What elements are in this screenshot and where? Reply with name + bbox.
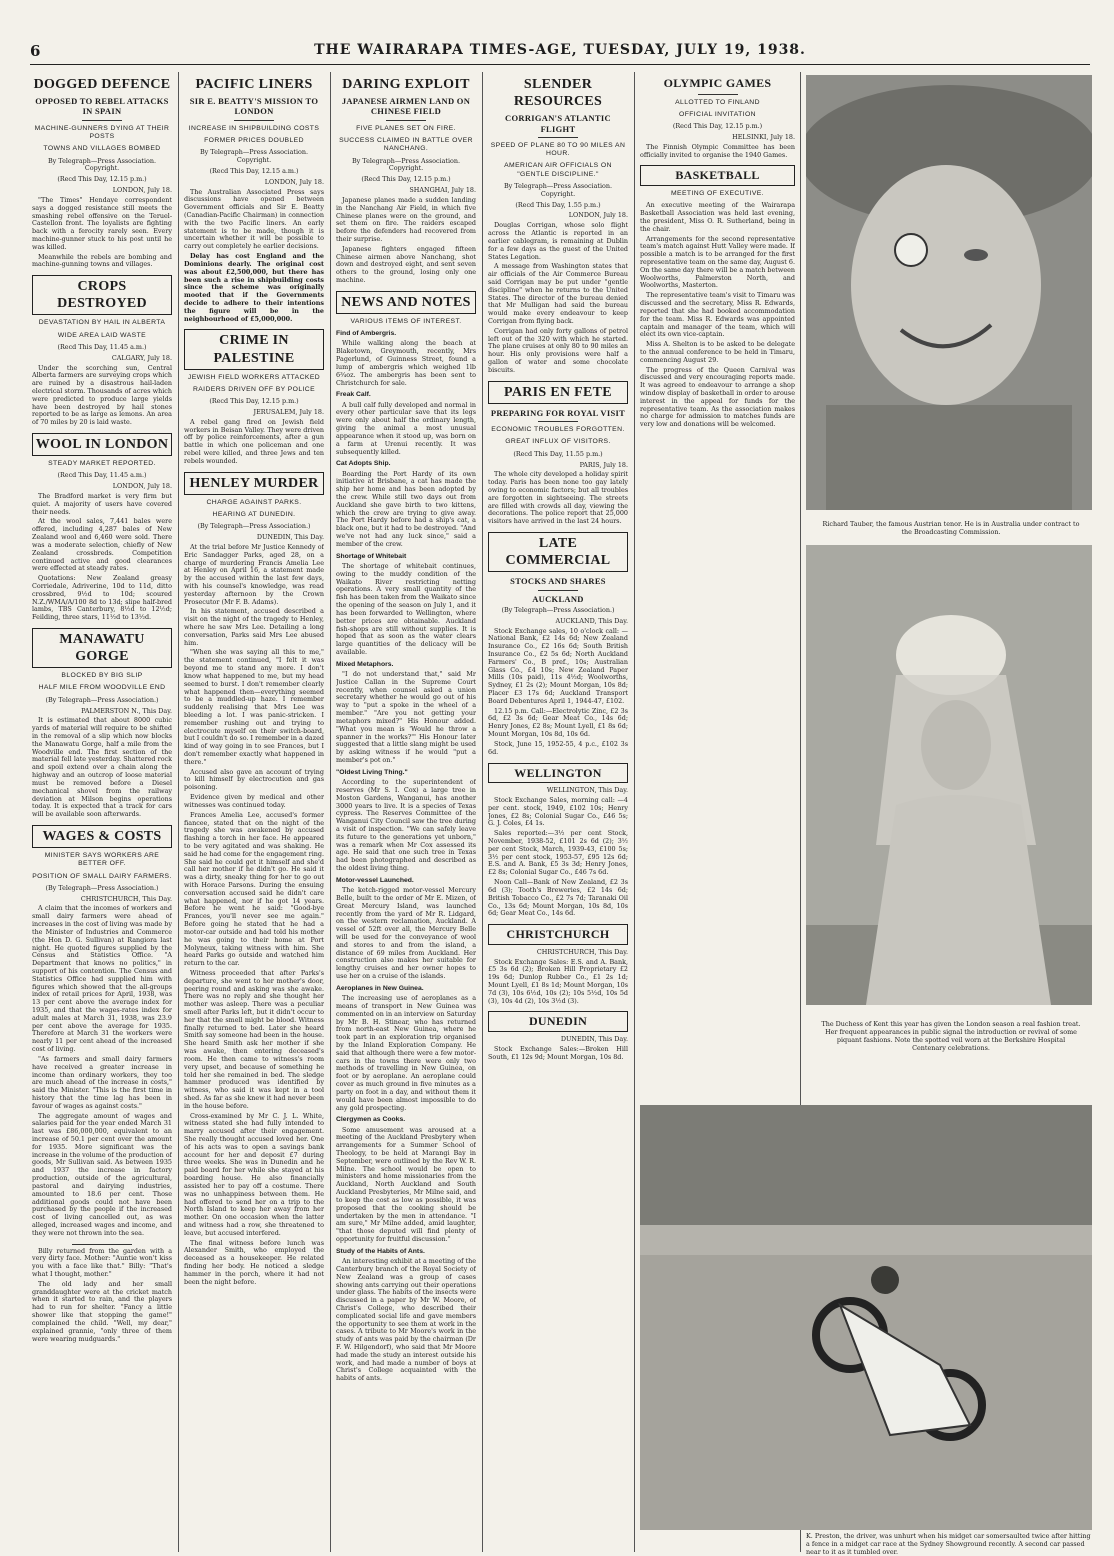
note-heading: Shortage of Whitebait	[336, 552, 407, 560]
paragraph: Douglas Corrigan, whose solo flight across the Atlantic is reported in an earlier cablegram, is remaining at Dublin for a few days as the guest of the United States Legation.	[488, 221, 628, 261]
paragraph: The representative team's visit to Timaru was discussed and the secretary, Miss R. Edwards, reported that she had booked accommodation for the team. Miss R. Edwards was appointed captain and manager of the team, which will elect its own vice-captain.	[640, 291, 795, 339]
paragraph: Corrigan had only forty gallons of petrol left out of the 320 with which he started. The plane cruises at only 80 to 90 miles an hour. His only provisions were half a gallon of water and some chocolate biscuits.	[488, 326, 628, 374]
paragraph: At the trial before Mr Justice Kennedy of Eric Sandagger Parks, aged 28, on a charge of murdering Francis Amelia Lee at Henley on April 16, a statement made by the accused within the last few days, with his counsel's knowledge, was read yesterday afternoon by the Crown Prosecutor (Mr F. B. Adams).	[184, 542, 324, 606]
paragraph: Japanese planes made a sudden landing in the Nanchang Air Field, in which five Chinese planes were on the ground, and set them on fire. The raiders escaped before the defenders had recovered from their surprise.	[336, 195, 476, 243]
paragraph: Quotations: New Zealand greasy Corriedale, Adriverine, 10d to 11d, ditto crossbred, 9½d to 10d; scoured N.Z./WMA/A/100 8d to 13d; slipe half-bred lambs, TBS Canterbury, 8½d to 12½d; Feilding, three stars, 11½d to 13½d.	[32, 574, 172, 622]
dateline: PALMERSTON N., This Day.	[81, 706, 172, 715]
paragraph: Sales reported:—3½ per cent Stock, November, 1938-52, £101 2s 6d (2); 3½ per cent Stock, March, 1939-43, £100 5s; 3½ per cent stock, 1953-57, £95 12s 6d; E.S. and A. Bank, £5 3s 3d; Henry Jones, £2 8s; Colonial Sugar Co., £46 7s 6d.	[488, 829, 628, 877]
paragraph: Delay has cost England and the Dominions dearly. The original cost was about £2,500,000, but there has been such a rise in shipbuilding costs since the scheme was originally mooted that if the Governments decide to adhere to their intentions the figure will be in the neighbourhood of £5,000,000.	[184, 252, 324, 323]
photo-richard-tauber	[806, 75, 1092, 510]
received-time: (Recd This Day, 11.45 a.m.)	[57, 471, 147, 480]
paragraph: It is estimated that about 8000 cubic yards of material will require to be shifted in the removal of a slip which now blocks the Manawatu Gorge, half a mile from the Woodville end. The first section of the material fell late yesterday. Shattered rock and spoil extend over a chain along the highway and an outcrop of loose material must be removed before a Diesel mechanical shovel from the railway deviation at Milson begins operations today. It is expected that a track for cars will be available soon afterwards.	[32, 716, 172, 819]
note-paragraph: The ketch-rigged motor-vessel Mercury Belle, built to the order of Mr E. Mizen, of Great Mercury Island, was launched recently from the yard of Mr R. Lidgard, on the western reclamation, Auckland. A vessel of 52ft over all, the Mercury Belle will be used for the conveyance of wool and stores to and from the island, a distance of 69 miles from Auckland. Her construction also makes her suitable for lengthy cruises and her owner hopes to use her on a cruise of the islands.	[336, 886, 476, 981]
byline: (By Telegraph—Press Association.)	[501, 605, 615, 614]
midget-car-image	[640, 1105, 1092, 1530]
headline: CROPS DESTROYED	[32, 275, 172, 315]
dateline: LONDON, July 18.	[112, 186, 172, 195]
paragraph: At the wool sales, 7,441 bales were offered, including 4,287 bales of New Zealand wool and 6,460 were sold. There was a moderate selection, chiefly of New Zealand crossbreds. Competition continued active and good clearances were effected at steady rates.	[32, 517, 172, 573]
notes-list	[336, 330, 476, 1383]
deck: GREAT INFLUX OF VISITORS.	[505, 438, 611, 446]
paragraph: An executive meeting of the Wairarapa Basketball Association was held last evening, the president, Miss O. R. Sutherland, being in the chair.	[640, 201, 795, 233]
subheadline: CORRIGAN'S ATLANTIC FLIGHT	[505, 113, 611, 134]
paragraph: Arrangements for the second representative team's match against Hutt Valley were made. If possible a match is to be arranged for the first representative team on the same day, August 6. On the same day there will be a match between Woolworths, Palmerston North, and Woolworths, Masterton.	[640, 234, 795, 290]
paragraph: Miss A. Shelton is to be asked to be delegate to the annual conference to be held in Timaru, commencing August 29.	[640, 340, 795, 364]
paragraph: The whole city developed a holiday spirit today. Paris has been none too gay lately owing to economic factors; but all troubles are forgotten in sightseeing. The streets are filled with crowds all day, viewing the decorations. The police report that 25,000 visitors have arrived in the last 24 hours.	[488, 470, 628, 526]
paragraph: In his statement, accused described a visit on the night of the tragedy to Henley, where he saw Mrs Lee. Detailing a long conversation, Parks said Mrs Lee abused him.	[184, 607, 324, 647]
masthead	[30, 38, 1090, 65]
subheadline: SIR E. BEATTY'S MISSION TO LONDON	[189, 96, 319, 117]
deck: INCREASE IN SHIPBUILDING COSTS	[188, 124, 320, 132]
filler-paragraph: The old lady and her small granddaughter were at the cricket match when it started to rain, and the players had to run for shelter. "Fancy a little shower like that stopping the game!" complained the child. "Well, my dear," explained grannie, "only three of them were wearing mudguards."	[32, 1279, 172, 1343]
note-heading: Find of Ambergris.	[336, 330, 397, 338]
deck: OFFICIAL INVITATION	[679, 110, 756, 118]
note-heading: Freak Calf.	[336, 391, 371, 399]
paragraph: "The Times" Hendaye correspondent says a dogged resistance still meets the smashing rebel offensive on the Teruel-Castellon front. The loyalists are fighting back with a ferocity rarely seen. Every machine-gunner stuck to his post until he was killed.	[32, 195, 172, 251]
section-auckland: AUCKLAND	[532, 593, 584, 604]
dateline: AUCKLAND, This Day.	[555, 616, 628, 625]
dateline: DUNEDIN, This Day.	[560, 1035, 628, 1044]
byline: By Telegraph—Press Association. Copyright.	[47, 156, 157, 173]
paragraph: The progress of the Queen Carnival was discussed and very encouraging reports made. It was agreed to endeavour to arrange a shop window display of basketball in order to arouse interest in the appeal for funds for the representative team. As the association makes no charge for admission to matches funds are very low and donations will be welcomed.	[640, 365, 795, 429]
paragraph: Under the scorching sun, Central Alberta farmers are surveying crops which are ruined by a disastrous hail-laden electrical storm. Thousands of acres which were predicted to produce large yields have been destroyed by hail stones reported to be as large as lemons. An area of 70 miles by 20 is laid waste.	[32, 363, 172, 427]
note-heading: Clergymen as Cooks.	[336, 1116, 406, 1124]
paragraph: Stock Exchange Sales: E.S. and A. Bank, £5 3s 6d (2); Broken Hill Proprietary £2 19s 6d; Dunlop Rubber Co., £1 2s 1d; Mount Lyell, £1 8s 1d; Mount Morgan, 10s 7d (3), 10s 6½d, 10s (2); 10s 5½d, 10s 5d (3), 10s 4d (2), 10s 3½d (3).	[488, 957, 628, 1005]
subheadline: JAPANESE AIRMEN LAND ON CHINESE FIELD	[341, 96, 471, 117]
deck: HALF MILE FROM WOODVILLE END	[38, 684, 166, 692]
column-1	[32, 72, 172, 1550]
note-paragraph: Boarding the Port Hardy of its own initiative at Brisbane, a cat has made the ship her home and has been adopted by the crew. While still two days out from Auckland she gave birth to two kittens, which the crew are trying to give away. The Port Hardy before had a ship's cat, a black one, but it had to be destroyed. "And we've not had any luck since," said a member of the crew.	[336, 469, 476, 548]
deck: AMERICAN AIR OFFICIALS ON "GENTLE DISCIPLINE."	[504, 162, 612, 178]
paragraph: Stock Exchange Sales:—Broken Hill South, £1 12s 9d; Mount Morgan, 10s 8d.	[488, 1044, 628, 1061]
article-late-commercial	[488, 532, 628, 1062]
deck: SUCCESS CLAIMED IN BATTLE OVER NANCHANG.	[339, 137, 473, 153]
deck: STEADY MARKET REPORTED.	[48, 460, 156, 468]
column-3	[336, 72, 476, 1550]
dateline: SHANGHAI, July 18.	[409, 186, 476, 195]
deck: RAIDERS DRIVEN OFF BY POLICE	[192, 385, 316, 393]
paragraph: Cross-examined by Mr C. J. L. White, witness stated she had fully intended to marry accused after their engagement. She really thought accused loved her. One of his acts was to open a savings bank account for her and deposit £7 during three weeks. She was in Dunedin and he paid board for her while she stayed at his boarding house. He also financially assisted her to pay off a costume. There was no unhappiness between them. He had offered to send her on a trip to the North Island to keep her away from her mother. On one occasion when the latter and witness had a row, she threatened to leave, but accused interfered.	[184, 1111, 324, 1237]
byline: (By Telegraph—Press Association.)	[197, 522, 311, 531]
deck: HEARING AT DUNEDIN.	[212, 511, 296, 518]
byline: By Telegraph—Press Association. Copyright.	[503, 182, 613, 198]
note-paragraph: According to the superintendent of reserves (Mr S. I. Cox) a large tree in Moston Gardens, Wanganui, has another 3000 years to live. It is a species of Texas cypress. The Reserves Committee of the Wanganui City Council saw the tree during a visit of inspection. "We can safely leave its future to the generations yet unborn," was a remark when Mr Cox assessed its age. He said that one such tree in Texas had been photographed and described as the oldest living thing.	[336, 778, 476, 872]
headline: WAGES & COSTS	[32, 825, 172, 848]
note-paragraph: Some amusement was aroused at a meeting of the Auckland Presbytery when arrangements for a Summer School of Theology, to be held at Marangi Bay in September, were outlined by the Rev W. R. Milne. The school would be open to ministers and home missionaries from the Auckland, North Auckland and South Auckland Presbyteries, Mr Milne said, and to keep the cost as low as possible, it was proposed that the cooking should be undertaken by the men in attendance. "I am sure," Mr Milne added, amid laughter, "that those deputed will find plenty of opportunity for fruitful discussion."	[336, 1125, 476, 1243]
paragraph: "As farmers and small dairy farmers have received a greater increase in income than ordinary workers, they too are much ahead of the increase in costs," said the Minister. "This is the first time in history that the time lag has been in favour of wages as against costs."	[32, 1054, 172, 1110]
article-wool-in-london	[32, 433, 172, 622]
paragraph: Frances Amelia Lee, accused's former fiancee, stated that on the night of the tragedy she was awakened by accused flashing a torch in her face. He appeared to be very agitated and was shaking. He said he had come for the engagement ring. She said he could get it himself and she'd call her mother if he didn't go. He said it was a dirty, sneaky thing for her to go out with Horace Parsons. During the ensuing conversation accused said he didn't care what happened, nor if he got 14 years. Before he went he said: "Good-bye Frances, you'll never see me again." Before going he stated that he had a motor-car outside and had told his mother he was going to their home at Port Molyneux, taking witness with him. She heard Parks go outside and watched him return to the car.	[184, 810, 324, 968]
paragraph: The Bradford market is very firm but quiet. A majority of users have covered their needs.	[32, 492, 172, 516]
dateline: LONDON, July 18.	[264, 177, 324, 186]
newspaper-title: THE WAIRARAPA TIMES-AGE, TUESDAY, JULY 19, 1938.	[314, 42, 806, 58]
column-rule	[178, 72, 179, 1552]
paragraph: Witness proceeded that after Parks's departure, she went to her mother's door, peering round and asking was she awake. There was no reply and she thought her mother was asleep. There was a peculiar smell after Parks left, but it didn't occur to her that the smell might be blood. Witness finally returned to bed. Later she heard Smith say someone had been in the house. She heard Smith ask her mother if she was awake, then entering deceased's room. He then came to witness's room very upset, and because of something he told her she remained in bed. The sledge hammer produced was identified by witness, who said it was kept in a tool shed. As far as she knew it had never been in the house before.	[184, 968, 324, 1110]
paragraph: Stock Exchange Sales, morning call: —4 per cent. stock, 1949, £102 10s; Henry Jones, £2 8s; Colonial Sugar Co., £46 5s; G. J. Coles, £4 1s.	[488, 795, 628, 828]
deck: ECONOMIC TROUBLES FORGOTTEN.	[491, 426, 625, 434]
column-4	[488, 72, 628, 1550]
article-paris-en-fete	[488, 381, 628, 526]
deck: ALLOTTED TO FINLAND	[675, 98, 760, 106]
column-2	[184, 72, 324, 1550]
headline: NEWS AND NOTES	[336, 291, 476, 314]
headline: MANAWATU GORGE	[32, 628, 172, 668]
paragraph: Accused also gave an account of trying to kill himself by electrocution and gas poisoning.	[184, 767, 324, 792]
deck: JEWISH FIELD WORKERS ATTACKED	[187, 373, 321, 381]
received-time: (Recd This Day, 11.45 a.m.)	[57, 342, 147, 351]
paragraph: "When she was saying all this to me," the statement continued, "I felt it was beyond me to stand any more. I don't know what happened to me, but my head seemed to burst. I don't remember clearly what happened then—everything seemed to be a muddled-up haze. I remember suddenly realising that Mrs Lee was bleeding a lot. I was panic-stricken. I remember rushing out and trying to electrocute myself on their switch-board, but I couldn't do so. I remember in a dazed kind of way going in to see Frances, but I don't remember exactly what happened in there."	[184, 648, 324, 766]
deck: SPEED OF PLANE 80 TO 90 MILES AN HOUR.	[490, 141, 626, 158]
deck: BLOCKED BY BIG SLIP	[61, 672, 143, 680]
photo-midget-car	[640, 1105, 1092, 1530]
received-time: (Recd This Day, 12.15 p.m.)	[672, 122, 763, 131]
deck: VARIOUS ITEMS OF INTEREST.	[350, 317, 462, 325]
paragraph: The Australian Associated Press says discussions have opened between Government officials and Sir E. Beatty (Canadian-Pacific Chairman) in connection with the two Pacific liners. An early statement is to be made, though it is uncertain whether it will be possible to carry out completely he earlier decisions.	[184, 187, 324, 251]
headline: WOOL IN LONDON	[32, 433, 172, 456]
headline: SLENDER RESOURCES	[513, 77, 603, 110]
headline: BASKETBALL	[640, 165, 795, 186]
article-crime-in-palestine	[184, 329, 324, 465]
paragraph: The final witness before lunch was Alexander Smith, who employed the deceased as a housekeeper. He related finding her body. He noticed a sledge hammer in the porch, where it had not been the night before.	[184, 1238, 324, 1286]
paragraph: Stock Exchange sales, 10 o'clock call: —National Bank, £2 14s 6d; New Zealand Insurance Co., £2 16s 6d; South British Insurance Co., £2 5s 6d; North Auckland Farmers' Co., B pref., 10s; Australian Glass Co., £4 10s; New Zealand Paper Mills (10s paid), 11s 4½d; Woolworths, Sydney, £1 2s (2); Mount Morgan, 10s 8d; Placer £3 17s 6d; Auckland Transport Board Debentures April 1, 1944-47, £102.	[488, 626, 628, 705]
article-daring-exploit	[336, 76, 476, 285]
deck: WIDE AREA LAID WASTE	[57, 331, 147, 339]
subheadline: STOCKS AND SHARES	[510, 576, 606, 587]
headline: HENLEY MURDER	[184, 472, 324, 495]
article-slender-resources	[488, 76, 628, 375]
paragraph: A claim that the incomes of workers and small dairy farmers were ahead of increases in the cost of living was made by the Minister of Industries and Commerce (the Hon D. G. Sullivan) at Rangiora last night. He quoted figures supplied by the Census and Statistics Office. "A Department that knows no politics," in support of his contention. The Census and Statistics Office had supplied him with figures which showed that the all-groups index of retail prices for April, 1938, was 13 per cent above the average index for 1935, and that the wages-rates index for adult males at March 31, 1938, was 23.9 per cent above the average for 1935. Therefore at March 31 the workers were nearly 11 per cent ahead of the increased cost of living.	[32, 904, 172, 1054]
article-news-and-notes	[336, 291, 476, 1383]
article-crops-destroyed	[32, 275, 172, 427]
paragraph: Stock, June 15, 1952-55, 4 p.c., £102 3s 6d.	[488, 739, 628, 756]
received-time: (Recd This Day, 12.15 p.m.)	[361, 175, 451, 184]
section-wellington: WELLINGTON	[488, 763, 628, 784]
received-time: (Recd This Day, 1.55 p.m.)	[515, 200, 601, 209]
deck: MACHINE-GUNNERS DYING AT THEIR POSTS	[34, 124, 170, 141]
dateline: CHRISTCHURCH, This Day.	[536, 947, 628, 956]
note-paragraph: An interesting exhibit at a meeting of the Canterbury branch of the Royal Society of New Zealand was a group of cases showing ants carrying out their operations under glass. The habits of the insects were discussed in a paper by Mr W. Moore, of Christ's College, who described their complicated social life and gave members the opportunity to see them at work in the cases. A tribute to Mr Moore's work in the study of ants was paid by the chairman (Dr F. W. Hilgendorf), who said that Mr Moore had made the study an interest outside his work, and had made a number of boys at Christ's College acquainted with the habits of ants.	[336, 1257, 476, 1383]
note-heading: Cat Adopts Ship.	[336, 460, 391, 468]
deck: MINISTER SAYS WORKERS ARE BETTER OFF.	[44, 852, 160, 868]
column-rule	[634, 72, 635, 1552]
article-dogged-defence	[32, 76, 172, 269]
note-heading: Mixed Metaphors.	[336, 660, 394, 668]
deck: TOWNS AND VILLAGES BOMBED	[43, 145, 161, 153]
photo-caption: Richard Tauber, the famous Austrian tenor. He is in Australia under contract to the Broadcasting Commission.	[822, 520, 1080, 536]
dateline: WELLINGTON, This Day.	[546, 786, 628, 795]
article-manawatu-gorge	[32, 628, 172, 819]
received-time: (Recd This Day, 12.15 p.m.)	[57, 175, 147, 184]
photo-caption: The Duchess of Kent this year has given the London season a real fashion treat. Her frequent appearances in public signal the introduction or revival of some piquant fashions. Note the spotted veil worn at the Berkshire Hospital Centenary celebrations.	[821, 1020, 1081, 1052]
section-dunedin: DUNEDIN	[488, 1011, 628, 1032]
dateline: LONDON, July 18.	[112, 482, 172, 491]
headline: PARIS EN FETE	[488, 381, 628, 404]
deck: POSITION OF SMALL DAIRY FARMERS.	[32, 872, 172, 880]
byline: (By Telegraph—Press Association.)	[45, 883, 159, 892]
dateline: DUNEDIN, This Day.	[256, 533, 324, 542]
dateline: CALGARY, July 18.	[111, 353, 172, 362]
portrait-image	[806, 75, 1092, 510]
received-time: (Recd This Day, 12.15 p.m.)	[209, 397, 299, 406]
paragraph: Evidence given by medical and other witnesses was continued today.	[184, 793, 324, 809]
photo-duchess-of-kent	[806, 545, 1092, 1005]
note-heading: "Oldest Living Thing."	[336, 768, 408, 776]
received-time: (Recd This Day, 11.55 p.m.)	[513, 449, 603, 458]
column-5-upper	[640, 72, 795, 542]
received-time: (Recd This Day, 12.15 a.m.)	[209, 166, 299, 175]
note-heading: Motor-vessel Launched.	[336, 876, 414, 884]
note-paragraph: The increasing use of aeroplanes as a means of transport in New Guinea was commented on in an interview on Saturday by Mr B. H. Stinear, who has returned from north-east New Guinea, where he took part in an exploration trip organised by the Inland Exploration Company. He said that although there were a few motor-cars in the towns there were only two methods of travelling in New Guinea, on foot or by aeroplane. An aeroplane could cover as much ground in five minutes as a party on foot in a day, and without them it would have been almost impossible to do any gold prospecting.	[336, 994, 476, 1112]
deck: FIVE PLANES SET ON FIRE.	[356, 124, 456, 132]
dateline: JERUSALEM, July 18.	[253, 407, 324, 416]
paragraph: The Finnish Olympic Committee has been officially invited to organise the 1940 Games.	[640, 142, 795, 159]
article-henley-murder	[184, 472, 324, 1287]
deck: FORMER PRICES DOUBLED	[204, 137, 304, 145]
deck: MEETING OF EXECUTIVE.	[671, 190, 764, 198]
paragraph: Japanese fighters engaged fifteen Chinese airmen above Nanchang, shot down and destroyed eight, and sent seven others to the ground, losing only one machine.	[336, 244, 476, 285]
subheadline: PREPARING FOR ROYAL VISIT	[490, 407, 626, 418]
headline: DARING EXPLOIT	[342, 77, 470, 92]
article-olympic-games	[640, 76, 795, 159]
headline: PACIFIC LINERS	[195, 77, 313, 92]
subheadline: OPPOSED TO REBEL ATTACKS IN SPAIN	[35, 96, 169, 117]
paragraph: Meanwhile the rebels are bombing and machine-gunning towns and villages.	[32, 252, 172, 269]
photo-caption: K. Preston, the driver, was unhurt when his midget car somersaulted twice after hitting a fence in a midget car race at the Sydney Showground recently. A second car passed near to it as it tumbled over.	[806, 1532, 1091, 1556]
paragraph: The aggregate amount of wages and salaries paid for the year ended March 31 last was £86,000,000, equivalent to an increase of 50.1 per cent over the amount for 1935. More significant was the increase in the volume of the production of goods, Mr Sullivan said. As between 1935 and 1937 the increase in factory production, outside of the agricultural, pastoral and dairying industries, amounted to 18.6 per cent. Those additional goods could not have been purchased by the people if the increased cost of living cancelled out, as was alleged, increased wages and income, and they were not thrown into the sea.	[32, 1111, 172, 1237]
note-paragraph: The shortage of whitebait continues, owing to the muddy condition of the Waikato River restricting netting operations. A very small quantity of the fish has been taken from the Waikato since the opening of the season on July 1, and it has been forwarded to Wellington, where better prices are obtainable. Auckland fish-shops are still without supplies. It is hoped that as soon as the water clears large quantities of the delicacy will be available.	[336, 562, 476, 656]
section-christchurch: CHRISTCHURCH	[488, 924, 628, 945]
paragraph: A message from Washington states that air officials of the Air Commerce Bureau said Corrigan may be put under "gentle discipline" when he returns to the United States. The director of the bureau denied that Mr Mulligan had said the bureau would make every endeavour to keep Corrigan from flying back.	[488, 262, 628, 325]
filler-paragraph: Billy returned from the garden with a very dirty face. Mother: "Auntie won't kiss you with a face like that." Billy: "That's what I thought, mother."	[32, 1246, 172, 1279]
headline: CRIME IN PALESTINE	[184, 329, 324, 369]
note-paragraph: "I do not understand that," said Mr Justice Callan in the Supreme Court recently, when counsel asked a union secretary whether he would go out of his way to "put a spoke in the wheel of a member." "Are you not getting your metaphors mixed?" His Honour added. "What you mean is 'Would he throw a spanner in the works?'" His Honour later suggested that a little slang might be used by asking witness if he would "put a member's pot on."	[336, 670, 476, 764]
duchess-image	[806, 545, 1092, 1005]
dateline: PARIS, July 18.	[579, 460, 628, 469]
byline: By Telegraph—Press Association. Copyright.	[351, 156, 461, 173]
note-paragraph: A bull calf fully developed and normal in every other particular save that its legs were only about half the ordinary length, giving the animal a most unusual appearance when it stood up, was born on a farm at Urenui recently. It was subsequently killed.	[336, 400, 476, 456]
column-rule	[482, 72, 483, 1552]
paragraph: Noon Call—Bank of New Zealand, £2 3s 6d (3); Tooth's Breweries, £2 14s 6d; British Tobacco Co., £2 7s 7d; Taranaki Oil Co., 13s 6d; Mount Morgan, 10s 8d, 10s 6d; Gear Meat Co., 14s 6d.	[488, 878, 628, 918]
paragraph: A rebel gang fired on Jewish field workers in Beisan Valley. They were driven off by police reinforcements, after a gun battle in which one policeman and one rebel were killed, and three Jews and ten rebels wounded.	[184, 417, 324, 465]
article-pacific-liners	[184, 76, 324, 323]
deck: CHARGE AGAINST PARKS.	[206, 498, 302, 506]
byline: By Telegraph—Press Association. Copyright.	[199, 148, 309, 165]
dateline: CHRISTCHURCH, This Day.	[80, 894, 172, 903]
note-paragraph: While walking along the beach at Blaketown, Greymouth, recently, Mrs Pagerlund, of Guinness Street, found a lump of ambergris which weighed 1lb 6¾oz. The ambergris has been sent to Christchurch for sale.	[336, 339, 476, 387]
article-wages-costs	[32, 825, 172, 1238]
article-basketball	[640, 165, 795, 429]
headline: DOGGED DEFENCE	[33, 77, 171, 92]
column-rule	[330, 72, 331, 1552]
paragraph: 12.15 p.m. Call:—Electrolytic Zinc, £2 3s 6d, £2 3s 6d; Gear Meat Co., 14s 6d; Henry Jones, £2 8s; Mount Lyell, £1 8s 6d; Mount Morgan, 10s 8d, 10s 6d.	[488, 706, 628, 739]
note-heading: Study of the Habits of Ants.	[336, 1247, 425, 1255]
headline: OLYMPIC GAMES	[663, 76, 772, 90]
dateline: HELSINKI, July 18.	[732, 133, 795, 141]
page-number: 6	[30, 42, 41, 60]
headline: LATE COMMERCIAL	[488, 532, 628, 572]
deck: DEVASTATION BY HAIL IN ALBERTA	[38, 319, 166, 327]
byline: (By Telegraph—Press Association.)	[45, 695, 159, 704]
note-heading: Aeroplanes in New Guinea.	[336, 984, 424, 992]
dateline: LONDON, July 18.	[568, 211, 628, 220]
